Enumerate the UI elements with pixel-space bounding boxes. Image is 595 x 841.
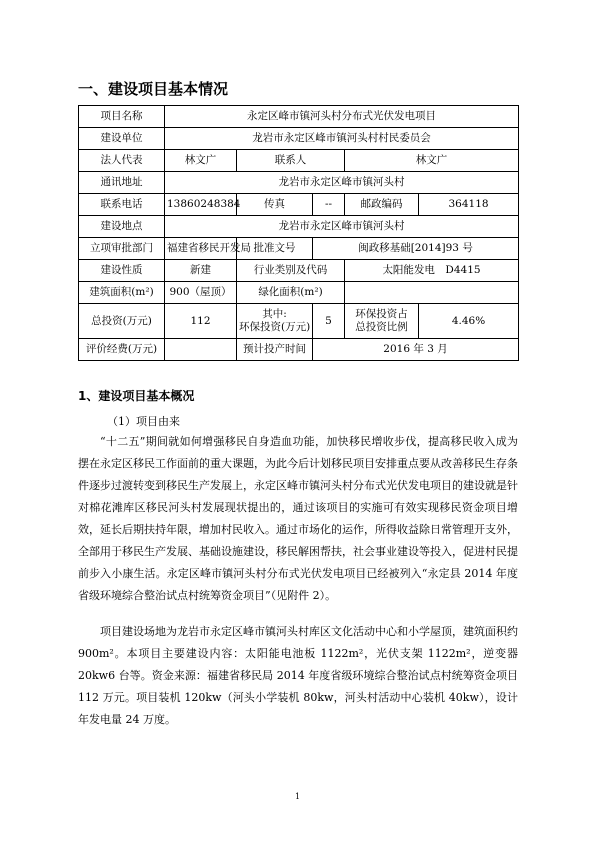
env-invest-label-line2: 环保投资(万元): [239, 321, 311, 333]
approval-dept-value: 福建省移民开发局: [165, 238, 237, 260]
table-row: [79, 172, 519, 194]
table-row: [79, 216, 519, 238]
industry-value: 太阳能发电 D4415: [345, 260, 519, 282]
env-invest-value: 5: [313, 304, 345, 339]
postcode-value: 364118: [419, 194, 519, 216]
approval-no-value: 闽政移基础[2014]93 号: [313, 238, 519, 260]
table-row: [79, 304, 519, 339]
phone-value: 13860248384: [165, 194, 237, 216]
project-info-table: [78, 105, 519, 361]
table-row: [79, 194, 519, 216]
page-number: 1: [294, 792, 301, 801]
green-label: 绿化面积(m²): [237, 282, 345, 304]
table-row: [79, 238, 519, 260]
fax-label: 传真: [237, 194, 313, 216]
table-row: [79, 106, 519, 128]
project-name-value: 永定区峰市镇河头村分布式光伏发电项目: [165, 106, 519, 128]
eval-fee-label: 评价经费(万元): [79, 339, 165, 361]
env-ratio-value: 4.46%: [419, 304, 519, 339]
unit-label: 建设单位: [79, 128, 165, 150]
table-row: [79, 339, 519, 361]
paragraph-origin: “十二五”期间就如何增强移民自身造血功能，加快移民增收步伐，提高移民收入成为摆在永定区移民工作面前的重大课题，为此今后计划移民项目安排重点要从改善移民生存条件逐步过渡转变到移民生产发展上，永定区峰市镇河头村分布式光伏发电项目的建设就是针对棉花滩库区移民河头村发展现状提出的，通过该项目的实施可有效实现移民资金项目增效，延长后期扶持年限，增加村民收入。通过市场化的运作，所得收益除日常管理开支外，全部用于移民生产发展、基础设施建设，移民解困帮扶，社会事业建设等投入，促进村民提前步入小康生活。永定区峰市镇河头村分布式光伏发电项目已经被列入“永定县 2014 年度省级环境综合整治试点村统筹资金项目”（见附件 2）。: [78, 435, 518, 602]
nature-value: 新建: [165, 260, 237, 282]
env-invest-label: [237, 304, 313, 339]
site-value: 龙岩市永定区峰市镇河头村: [165, 216, 519, 238]
item-title: （1）项目由来: [107, 415, 180, 428]
env-invest-label-line1: 其中:: [262, 308, 287, 320]
approval-no-label: 批准文号: [237, 238, 313, 260]
contact-label: 联系人: [237, 150, 345, 172]
sub-title: 1、建设项目基本概况: [78, 389, 195, 403]
phone-label: 联系电话: [79, 194, 165, 216]
unit-value: 龙岩市永定区峰市镇河头村村民委员会: [165, 128, 519, 150]
table-row: [79, 150, 519, 172]
green-value: [345, 282, 519, 304]
site-label: 建设地点: [79, 216, 165, 238]
area-label: 建筑面积(m²): [79, 282, 165, 304]
invest-label: 总投资(万元): [79, 304, 165, 339]
env-ratio-label-line1: 环保投资占: [355, 308, 408, 320]
paragraph-site: 项目建设场地为龙岩市永定区峰市镇河头村库区文化活动中心和小学屋顶，建筑面积约 900m²。本项目主要建设内容：太阳能电池板 1122m²，光伏支架 1122m²，逆变器 20kw6 台等。资金来源：福建省移民局 2014 年度省级环境综合整治试点村统筹资金项目 112 万元。项目装机 120kw（河头小学装机 80kw，河头村活动中心装机 40kw），设计年发电量 24 万度。: [78, 625, 518, 726]
address-label: 通讯地址: [79, 172, 165, 194]
schedule-value: 2016 年 3 月: [313, 339, 519, 361]
table-row: [79, 282, 519, 304]
legal-rep-label: 法人代表: [79, 150, 165, 172]
nature-label: 建设性质: [79, 260, 165, 282]
approval-dept-label: 立项审批部门: [79, 238, 165, 260]
legal-rep-value: 林文广: [165, 150, 237, 172]
fax-value: --: [313, 194, 345, 216]
industry-label: 行业类别及代码: [237, 260, 345, 282]
section-title: 一、建设项目基本情况: [78, 80, 229, 98]
table-row: [79, 260, 519, 282]
eval-fee-value: [165, 339, 237, 361]
contact-value: 林文广: [345, 150, 519, 172]
postcode-label: 邮政编码: [345, 194, 419, 216]
project-name-label: 项目名称: [79, 106, 165, 128]
area-value: 900（屋顶）: [165, 282, 237, 304]
env-ratio-label-line2: 总投资比例: [355, 321, 408, 333]
table-row: [79, 128, 519, 150]
env-ratio-label: [345, 304, 419, 339]
invest-value: 112: [165, 304, 237, 339]
schedule-label: 预计投产时间: [237, 339, 313, 361]
address-value: 龙岩市永定区峰市镇河头村: [165, 172, 519, 194]
